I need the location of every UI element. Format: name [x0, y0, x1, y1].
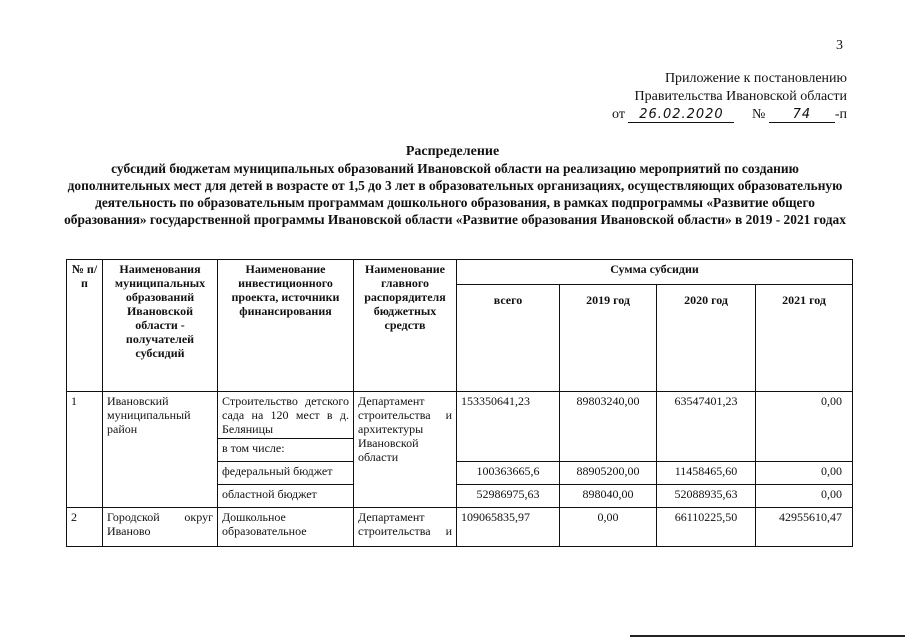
scan-edge-line	[630, 635, 905, 637]
row-manager: Департамент строительства и архитектуры Ивановской области	[354, 392, 457, 508]
header-num: № п/п	[67, 260, 103, 392]
header-2020: 2020 год	[657, 285, 756, 392]
table-row	[67, 508, 853, 547]
row-project: федеральный бюджет	[218, 462, 354, 485]
header-2021: 2021 год	[756, 285, 853, 392]
number-sign: №	[751, 107, 766, 122]
annex-header	[612, 70, 847, 124]
row-2020: 66110225,50	[657, 508, 756, 547]
row-total: 109065835,97	[457, 508, 560, 547]
row-total: 52986975,63	[457, 485, 560, 508]
row-project: Дошкольное образовательное	[218, 508, 354, 547]
header-total: всего	[457, 285, 560, 392]
header-municipality: Наименования муниципальных образований Ивановской области - получателей субсидий	[103, 260, 218, 392]
row-2020: 11458465,60	[657, 462, 756, 485]
row-project: в том числе:	[218, 439, 354, 462]
header-manager: Наименование главного распорядителя бюджетных средств	[354, 260, 457, 392]
header-project: Наименование инвестиционного проекта, источники финансирования	[218, 260, 354, 392]
row-municipality: Ивановский муниципальный район	[103, 392, 218, 508]
annex-date-line	[612, 106, 847, 124]
document-subtitle: субсидий бюджетам муниципальных образований Ивановской области на реализацию мероприятий по созданию дополнительных мест для детей в возрасте от 1,5 до 3 лет в образовательных организациях, осуществляющих образовательную деятельность по образовательным программам дошкольного образования, в рамках подпрограммы «Развитие общего образования» государственной программы Ивановской области «Развитие образования Ивановской области» в 2019 - 2021 годах	[64, 161, 846, 227]
row-2021: 0,00	[756, 392, 853, 462]
row-2021: 42955610,47	[756, 508, 853, 547]
date-prefix: от	[612, 107, 625, 122]
row-total: 100363665,6	[457, 462, 560, 485]
row-manager: Департамент строительства и	[354, 508, 457, 547]
row-num: 1	[67, 392, 103, 508]
subsidy-table	[66, 259, 853, 547]
row-2019: 89803240,00	[560, 392, 657, 462]
page-number: 3	[836, 38, 843, 53]
row-2021: 0,00	[756, 485, 853, 508]
date-value: 26.02.2020	[628, 108, 734, 123]
header-2019: 2019 год	[560, 285, 657, 392]
row-2019: 898040,00	[560, 485, 657, 508]
header-subsidy: Сумма субсидии	[457, 260, 853, 285]
document-title: Распределение	[405, 144, 500, 159]
annex-line-2: Правительства Ивановской области	[634, 89, 847, 104]
number-suffix: -п	[834, 107, 847, 122]
row-2019: 0,00	[560, 508, 657, 547]
row-2019: 88905200,00	[560, 462, 657, 485]
row-2021: 0,00	[756, 462, 853, 485]
annex-line-1: Приложение к постановлению	[664, 71, 847, 86]
row-2020: 63547401,23	[657, 392, 756, 462]
row-project: Строительство детского сада на 120 мест в д. Беляницы	[218, 392, 354, 439]
row-project: областной бюджет	[218, 485, 354, 508]
number-value: 74	[769, 108, 835, 123]
row-municipality: Городской округ Иваново	[103, 508, 218, 547]
row-2020: 52088935,63	[657, 485, 756, 508]
row-total: 153350641,23	[457, 392, 560, 462]
table-row	[67, 392, 853, 439]
row-num: 2	[67, 508, 103, 547]
